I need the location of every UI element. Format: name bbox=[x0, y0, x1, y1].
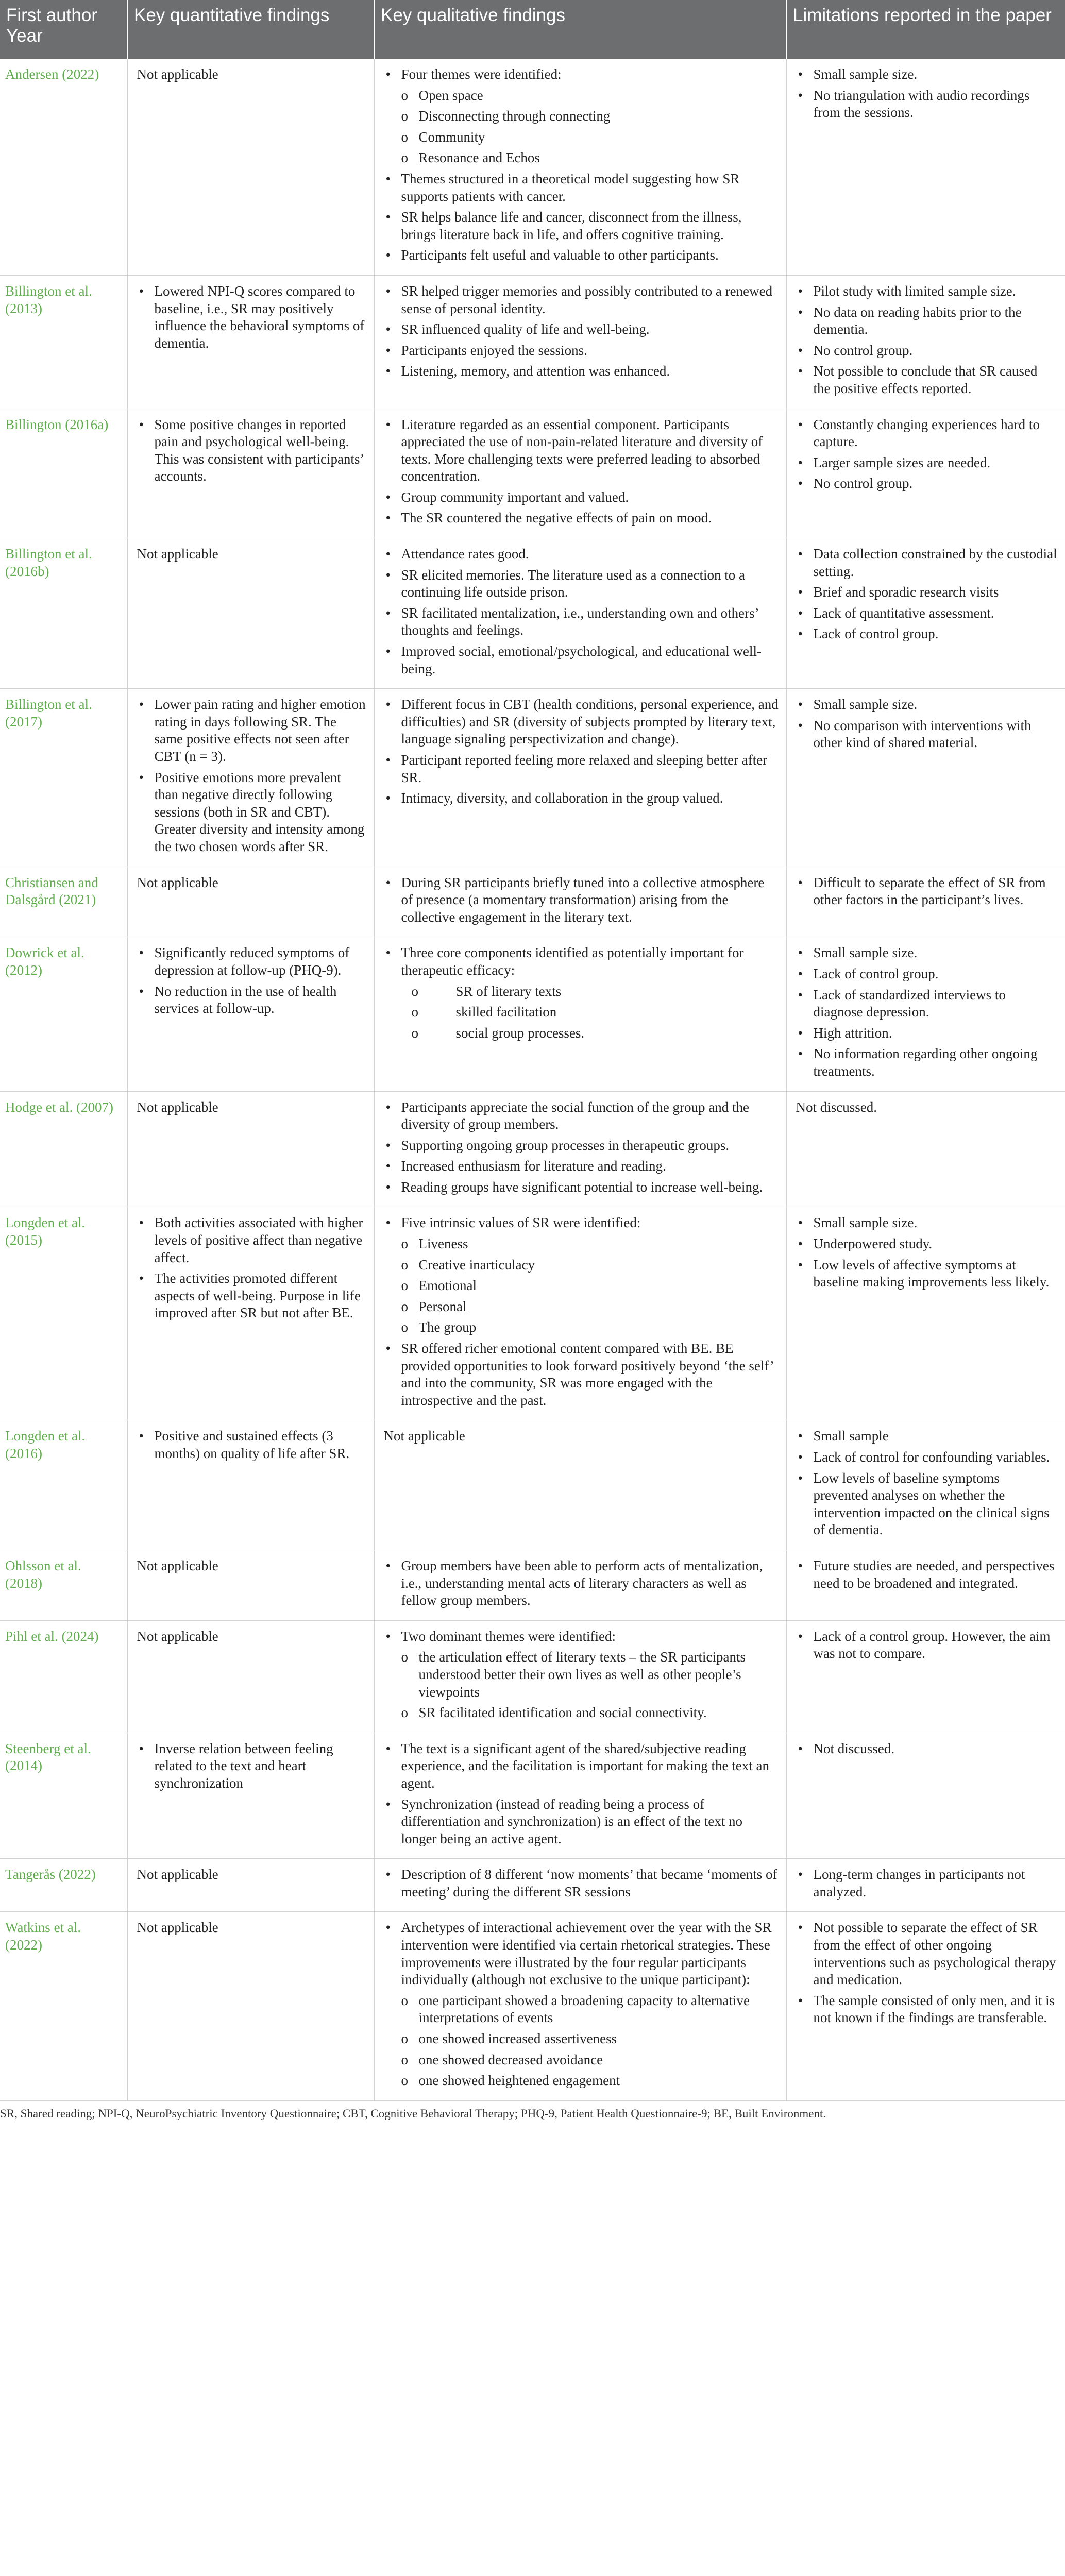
table-row bbox=[0, 937, 1065, 1091]
sub-list bbox=[384, 1992, 779, 2090]
limitations-cell bbox=[786, 1620, 1065, 1733]
bullet-list bbox=[796, 1428, 1058, 1539]
bullet-list bbox=[384, 416, 779, 528]
limitations-cell bbox=[786, 409, 1065, 538]
cell-text: Not applicable bbox=[137, 1628, 218, 1644]
table-row bbox=[0, 1207, 1065, 1420]
bullet-list bbox=[384, 874, 779, 926]
cell-text: Not applicable bbox=[137, 1867, 218, 1883]
bullet-list bbox=[796, 416, 1058, 493]
bullet-item: • During SR participants briefly tuned into a collective atmosphere of presence (a momentary transformation) arising from the collective engagement in the literary text. bbox=[384, 874, 779, 926]
quantitative-cell bbox=[127, 275, 374, 409]
limitations-cell bbox=[786, 689, 1065, 867]
header-row bbox=[0, 0, 1065, 59]
bullet-item: • Not possible to conclude that SR caused the positive effects reported. bbox=[796, 363, 1058, 397]
bullet-item: • SR influenced quality of life and well-being. bbox=[384, 321, 779, 338]
bullet-list bbox=[384, 1740, 779, 1848]
bullet-item: • Group community important and valued. bbox=[384, 489, 779, 506]
bullet-list bbox=[384, 696, 779, 807]
bullet-item: • Lowered NPI-Q scores compared to baseline, i.e., SR may positively influence the behavioral symptoms of dementia. bbox=[137, 283, 367, 352]
quantitative-cell bbox=[127, 1912, 374, 2100]
author-cell: Ohlsson et al. (2018) bbox=[0, 1550, 127, 1620]
bullet-item: • Archetypes of interactional achievement over the year with the SR intervention were identified via certain rhetorical strategies. These improvements were illustrated by the four regular participants individually (although not exclusive to the unique participant): bbox=[384, 1919, 779, 1988]
bullet-item: • Small sample size. bbox=[796, 696, 1058, 714]
sub-bullet-item: o the articulation effect of literary texts – the SR participants understood better their own lives as well as other people’s viewpoints bbox=[384, 1649, 779, 1701]
bullet-item: • No data on reading habits prior to the dementia. bbox=[796, 304, 1058, 338]
bullet-list bbox=[384, 546, 779, 677]
qualitative-cell bbox=[374, 59, 786, 275]
sub-bullet-item: o Resonance and Echos bbox=[384, 149, 779, 167]
bullet-item: • Inverse relation between feeling related to the text and heart synchronization bbox=[137, 1740, 367, 1792]
author-cell: Andersen (2022) bbox=[0, 59, 127, 275]
bullet-item: • Future studies are needed, and perspectives need to be broadened and integrated. bbox=[796, 1557, 1058, 1592]
bullet-item: • Participants felt useful and valuable to other participants. bbox=[384, 247, 779, 264]
sub-bullet-item: o The group bbox=[384, 1319, 779, 1336]
limitations-cell bbox=[786, 1091, 1065, 1207]
qualitative-cell bbox=[374, 1550, 786, 1620]
bullet-list bbox=[796, 1557, 1058, 1592]
author-cell: Billington et al. (2016b) bbox=[0, 538, 127, 689]
bullet-item: • Group members have been able to perform acts of mentalization, i.e., understanding mental acts of literary characters as well as fellow group members. bbox=[384, 1557, 779, 1609]
sub-bullet-item: o Personal bbox=[384, 1298, 779, 1316]
limitations-cell bbox=[786, 275, 1065, 409]
qualitative-cell bbox=[374, 689, 786, 867]
bullet-item: • Lack of control group. bbox=[796, 625, 1058, 643]
bullet-list bbox=[384, 944, 779, 979]
header-quantitative: Key quantitative findings bbox=[127, 0, 374, 59]
limitations-cell bbox=[786, 1859, 1065, 1912]
table-row bbox=[0, 1550, 1065, 1620]
bullet-item: • Difficult to separate the effect of SR from other factors in the participant’s lives. bbox=[796, 874, 1058, 909]
table-row bbox=[0, 1091, 1065, 1207]
cell-text: Not applicable bbox=[137, 874, 218, 890]
bullet-list bbox=[384, 171, 779, 264]
bullet-item: • Participants enjoyed the sessions. bbox=[384, 342, 779, 360]
table-row bbox=[0, 1620, 1065, 1733]
qualitative-cell bbox=[374, 937, 786, 1091]
cell-text: Not applicable bbox=[137, 1099, 218, 1115]
bullet-list bbox=[796, 696, 1058, 752]
sub-bullet-item: o SR facilitated identification and social connectivity. bbox=[384, 1704, 779, 1722]
quantitative-cell bbox=[127, 538, 374, 689]
bullet-list bbox=[384, 283, 779, 380]
table-row bbox=[0, 1912, 1065, 2100]
bullet-item: • Synchronization (instead of reading being a process of differentiation and synchronization) is an effect of the text no longer being an active agent. bbox=[384, 1796, 779, 1848]
quantitative-cell bbox=[127, 1550, 374, 1620]
bullet-item: • The text is a significant agent of the shared/subjective reading experience, and the facilitation is important for making the text an agent. bbox=[384, 1740, 779, 1792]
table-row bbox=[0, 409, 1065, 538]
quantitative-cell bbox=[127, 1859, 374, 1912]
author-cell: Hodge et al. (2007) bbox=[0, 1091, 127, 1207]
bullet-item: • SR helps balance life and cancer, disconnect from the illness, brings literature back in life, and offers cognitive training. bbox=[384, 209, 779, 243]
cell-text: Not applicable bbox=[383, 1428, 465, 1444]
bullet-item: • Attendance rates good. bbox=[384, 546, 779, 563]
bullet-item: • SR facilitated mentalization, i.e., understanding own and others’ thoughts and feelings. bbox=[384, 605, 779, 639]
sub-bullet-item: o one participant showed a broadening capacity to alternative interpretations of events bbox=[384, 1992, 779, 2027]
bullet-item: • The activities promoted different aspects of well-being. Purpose in life improved after SR but not after BE. bbox=[137, 1270, 367, 1322]
bullet-item: • Positive emotions more prevalent than negative directly following sessions (both in SR and CBT). Greater diversity and intensity among the two chosen words after SR. bbox=[137, 769, 367, 856]
bullet-list bbox=[384, 1866, 779, 1901]
table-row bbox=[0, 867, 1065, 937]
bullet-list bbox=[137, 1214, 367, 1322]
limitations-cell bbox=[786, 1207, 1065, 1420]
quantitative-cell bbox=[127, 1091, 374, 1207]
bullet-item: • Three core components identified as potentially important for therapeutic efficacy: bbox=[384, 944, 779, 979]
qualitative-cell bbox=[374, 1091, 786, 1207]
sub-list bbox=[384, 983, 779, 1042]
bullet-item: • Constantly changing experiences hard to capture. bbox=[796, 416, 1058, 451]
bullet-list bbox=[384, 1919, 779, 1988]
bullet-list bbox=[796, 283, 1058, 398]
bullet-item: • SR offered richer emotional content compared with BE. BE provided opportunities to look forward positively beyond ‘the self’ and into the community, SR was more engaged with the introspective and the past. bbox=[384, 1340, 779, 1409]
bullet-list bbox=[796, 1919, 1058, 2027]
bullet-item: • No triangulation with audio recordings from the sessions. bbox=[796, 87, 1058, 122]
bullet-list bbox=[796, 1866, 1058, 1901]
bullet-list bbox=[384, 1340, 779, 1409]
bullet-list bbox=[137, 283, 367, 352]
quantitative-cell bbox=[127, 689, 374, 867]
author-cell: Tangerås (2022) bbox=[0, 1859, 127, 1912]
bullet-list bbox=[796, 1628, 1058, 1663]
bullet-item: • Lack of a control group. However, the aim was not to compare. bbox=[796, 1628, 1058, 1663]
bullet-item: • No information regarding other ongoing treatments. bbox=[796, 1045, 1058, 1080]
bullet-item: • No reduction in the use of health services at follow-up. bbox=[137, 983, 367, 1018]
qualitative-cell bbox=[374, 1912, 786, 2100]
table-row bbox=[0, 689, 1065, 867]
quantitative-cell bbox=[127, 1620, 374, 1733]
bullet-item: • No control group. bbox=[796, 342, 1058, 360]
bullet-item: • Small sample size. bbox=[796, 944, 1058, 962]
header-author: First author Year bbox=[0, 0, 127, 59]
bullet-item: • Lack of control for confounding variables. bbox=[796, 1449, 1058, 1466]
bullet-item: • Four themes were identified: bbox=[384, 66, 779, 83]
author-cell: Steenberg et al. (2014) bbox=[0, 1733, 127, 1859]
bullet-item: • Participant reported feeling more relaxed and sleeping better after SR. bbox=[384, 752, 779, 786]
qualitative-cell bbox=[374, 1207, 786, 1420]
header-limitations: Limitations reported in the paper bbox=[786, 0, 1065, 59]
bullet-item: • Improved social, emotional/psychological, and educational well-being. bbox=[384, 643, 779, 677]
author-cell: Longden et al. (2016) bbox=[0, 1420, 127, 1550]
author-cell: Dowrick et al. (2012) bbox=[0, 937, 127, 1091]
bullet-list bbox=[796, 66, 1058, 122]
bullet-item: • Five intrinsic values of SR were identified: bbox=[384, 1214, 779, 1232]
bullet-item: • Long-term changes in participants not analyzed. bbox=[796, 1866, 1058, 1901]
cell-text: Not applicable bbox=[137, 1920, 218, 1936]
author-cell: Longden et al. (2015) bbox=[0, 1207, 127, 1420]
limitations-cell bbox=[786, 867, 1065, 937]
bullet-item: • Low levels of baseline symptoms prevented analyses on whether the intervention impacted on the clinical signs of dementia. bbox=[796, 1470, 1058, 1539]
bullet-list bbox=[137, 416, 367, 485]
bullet-item: • No control group. bbox=[796, 475, 1058, 493]
bullet-list bbox=[384, 1214, 779, 1232]
bullet-item: • Reading groups have significant potential to increase well-being. bbox=[384, 1179, 779, 1196]
bullet-list bbox=[384, 1628, 779, 1646]
bullet-item: • No comparison with interventions with other kind of shared material. bbox=[796, 717, 1058, 752]
limitations-cell bbox=[786, 937, 1065, 1091]
sub-bullet-item: o social group processes. bbox=[384, 1025, 779, 1042]
quantitative-cell bbox=[127, 937, 374, 1091]
author-cell: Christiansen and Dalsgård (2021) bbox=[0, 867, 127, 937]
bullet-list bbox=[384, 66, 779, 83]
limitations-cell bbox=[786, 59, 1065, 275]
bullet-item: • Not discussed. bbox=[796, 1740, 1058, 1758]
sub-bullet-item: o one showed decreased avoidance bbox=[384, 2052, 779, 2069]
sub-bullet-item: o skilled facilitation bbox=[384, 1004, 779, 1021]
author-cell: Billington et al. (2013) bbox=[0, 275, 127, 409]
quantitative-cell bbox=[127, 1207, 374, 1420]
author-cell: Billington et al. (2017) bbox=[0, 689, 127, 867]
bullet-item: • Lower pain rating and higher emotion rating in days following SR. The same positive effects not seen after CBT (n = 3). bbox=[137, 696, 367, 765]
table-row bbox=[0, 1859, 1065, 1912]
qualitative-cell bbox=[374, 1733, 786, 1859]
qualitative-cell bbox=[374, 1420, 786, 1550]
bullet-item: • Literature regarded as an essential component. Participants appreciated the use of non-pain-related literature and diversity of texts. More challenging texts were preferred leading to absorbed concentration. bbox=[384, 416, 779, 485]
bullet-item: • Participants appreciate the social function of the group and the diversity of group members. bbox=[384, 1099, 779, 1133]
author-cell: Pihl et al. (2024) bbox=[0, 1620, 127, 1733]
limitations-cell bbox=[786, 1550, 1065, 1620]
bullet-item: • Listening, memory, and attention was enhanced. bbox=[384, 363, 779, 380]
bullet-list bbox=[137, 944, 367, 1017]
author-cell: Watkins et al. (2022) bbox=[0, 1912, 127, 2100]
bullet-list bbox=[137, 696, 367, 855]
qualitative-cell bbox=[374, 1859, 786, 1912]
sub-list bbox=[384, 1235, 779, 1336]
bullet-item: • Description of 8 different ‘now moments’ that became ‘moments of meeting’ during the different SR sessions bbox=[384, 1866, 779, 1901]
bullet-item: • Lack of quantitative assessment. bbox=[796, 605, 1058, 622]
bullet-item: • Larger sample sizes are needed. bbox=[796, 454, 1058, 472]
bullet-item: • Themes structured in a theoretical model suggesting how SR supports patients with cancer. bbox=[384, 171, 779, 205]
bullet-item: • Brief and sporadic research visits bbox=[796, 584, 1058, 601]
bullet-item: • Small sample bbox=[796, 1428, 1058, 1445]
table-row bbox=[0, 59, 1065, 275]
sub-bullet-item: o Community bbox=[384, 129, 779, 146]
bullet-item: • Both activities associated with higher levels of positive affect than negative affect. bbox=[137, 1214, 367, 1266]
sub-list bbox=[384, 87, 779, 167]
sub-bullet-item: o Creative inarticulacy bbox=[384, 1257, 779, 1274]
author-cell: Billington (2016a) bbox=[0, 409, 127, 538]
bullet-item: • SR helped trigger memories and possibly contributed to a renewed sense of personal identity. bbox=[384, 283, 779, 317]
sub-bullet-item: o Disconnecting through connecting bbox=[384, 108, 779, 125]
quantitative-cell bbox=[127, 1733, 374, 1859]
table-row bbox=[0, 1733, 1065, 1859]
sub-bullet-item: o Open space bbox=[384, 87, 779, 105]
cell-text: Not applicable bbox=[137, 546, 218, 562]
bullet-item: • SR elicited memories. The literature used as a connection to a continuing life outside prison. bbox=[384, 567, 779, 601]
sub-list bbox=[384, 1649, 779, 1721]
bullet-item: • Two dominant themes were identified: bbox=[384, 1628, 779, 1646]
bullet-item: • High attrition. bbox=[796, 1025, 1058, 1042]
limitations-cell bbox=[786, 1733, 1065, 1859]
bullet-list bbox=[796, 1214, 1058, 1291]
bullet-item: • The SR countered the negative effects of pain on mood. bbox=[384, 510, 779, 527]
qualitative-cell bbox=[374, 1620, 786, 1733]
sub-bullet-item: o one showed increased assertiveness bbox=[384, 2030, 779, 2048]
bullet-item: • Significantly reduced symptoms of depression at follow-up (PHQ-9). bbox=[137, 944, 367, 979]
bullet-item: • Pilot study with limited sample size. bbox=[796, 283, 1058, 300]
bullet-item: • Underpowered study. bbox=[796, 1235, 1058, 1253]
bullet-list bbox=[796, 546, 1058, 643]
limitations-cell bbox=[786, 1420, 1065, 1550]
bullet-item: • Data collection constrained by the custodial setting. bbox=[796, 546, 1058, 580]
quantitative-cell bbox=[127, 409, 374, 538]
qualitative-cell bbox=[374, 867, 786, 937]
qualitative-cell bbox=[374, 538, 786, 689]
limitations-cell bbox=[786, 1912, 1065, 2100]
bullet-item: • Increased enthusiasm for literature and reading. bbox=[384, 1158, 779, 1175]
bullet-list bbox=[137, 1740, 367, 1792]
quantitative-cell bbox=[127, 1420, 374, 1550]
header-qualitative: Key qualitative findings bbox=[374, 0, 786, 59]
cell-text: Not discussed. bbox=[796, 1099, 877, 1115]
bullet-list bbox=[137, 1428, 367, 1462]
bullet-item: • Different focus in CBT (health conditions, personal experience, and difficulties) and SR (diversity of subjects prompted by literary text, language signaling perspectivization and change). bbox=[384, 696, 779, 748]
bullet-item: • Lack of standardized interviews to diagnose depression. bbox=[796, 987, 1058, 1021]
table-body bbox=[0, 59, 1065, 2100]
qualitative-cell bbox=[374, 275, 786, 409]
cell-text: Not applicable bbox=[137, 66, 218, 82]
bullet-list bbox=[384, 1557, 779, 1609]
table-header bbox=[0, 0, 1065, 59]
bullet-item: • Not possible to separate the effect of SR from the effect of other ongoing interventions such as psychological therapy and medication. bbox=[796, 1919, 1058, 1988]
sub-bullet-item: o SR of literary texts bbox=[384, 983, 779, 1001]
bullet-item: • Positive and sustained effects (3 months) on quality of life after SR. bbox=[137, 1428, 367, 1462]
table-row bbox=[0, 538, 1065, 689]
bullet-list bbox=[796, 1740, 1058, 1758]
bullet-item: • Lack of control group. bbox=[796, 965, 1058, 983]
bullet-item: • Low levels of affective symptoms at baseline making improvements less likely. bbox=[796, 1257, 1058, 1291]
bullet-item: • The sample consisted of only men, and it is not known if the findings are transferable. bbox=[796, 1992, 1058, 2027]
sub-bullet-item: o one showed heightened engagement bbox=[384, 2072, 779, 2090]
cell-text: Not applicable bbox=[137, 1557, 218, 1573]
bullet-list bbox=[796, 944, 1058, 1080]
limitations-cell bbox=[786, 538, 1065, 689]
sub-bullet-item: o Liveness bbox=[384, 1235, 779, 1253]
bullet-list bbox=[384, 1099, 779, 1196]
bullet-item: • Some positive changes in reported pain and psychological well-being. This was consistent with participants’ accounts. bbox=[137, 416, 367, 485]
quantitative-cell bbox=[127, 59, 374, 275]
bullet-item: • Small sample size. bbox=[796, 1214, 1058, 1232]
table-row bbox=[0, 1420, 1065, 1550]
bullet-list bbox=[796, 874, 1058, 909]
bullet-item: • Supporting ongoing group processes in therapeutic groups. bbox=[384, 1137, 779, 1155]
table-row bbox=[0, 275, 1065, 409]
quantitative-cell bbox=[127, 867, 374, 937]
qualitative-cell bbox=[374, 409, 786, 538]
bullet-item: • Small sample size. bbox=[796, 66, 1058, 83]
bullet-item: • Intimacy, diversity, and collaboration in the group valued. bbox=[384, 790, 779, 807]
table-footnote: SR, Shared reading; NPI-Q, NeuroPsychiatric Inventory Questionnaire; CBT, Cognitive Behavioral Therapy; PHQ-9, Patient Health Questionnaire-9; BE, Built Environment. bbox=[0, 2107, 826, 2120]
sub-bullet-item: o Emotional bbox=[384, 1277, 779, 1295]
